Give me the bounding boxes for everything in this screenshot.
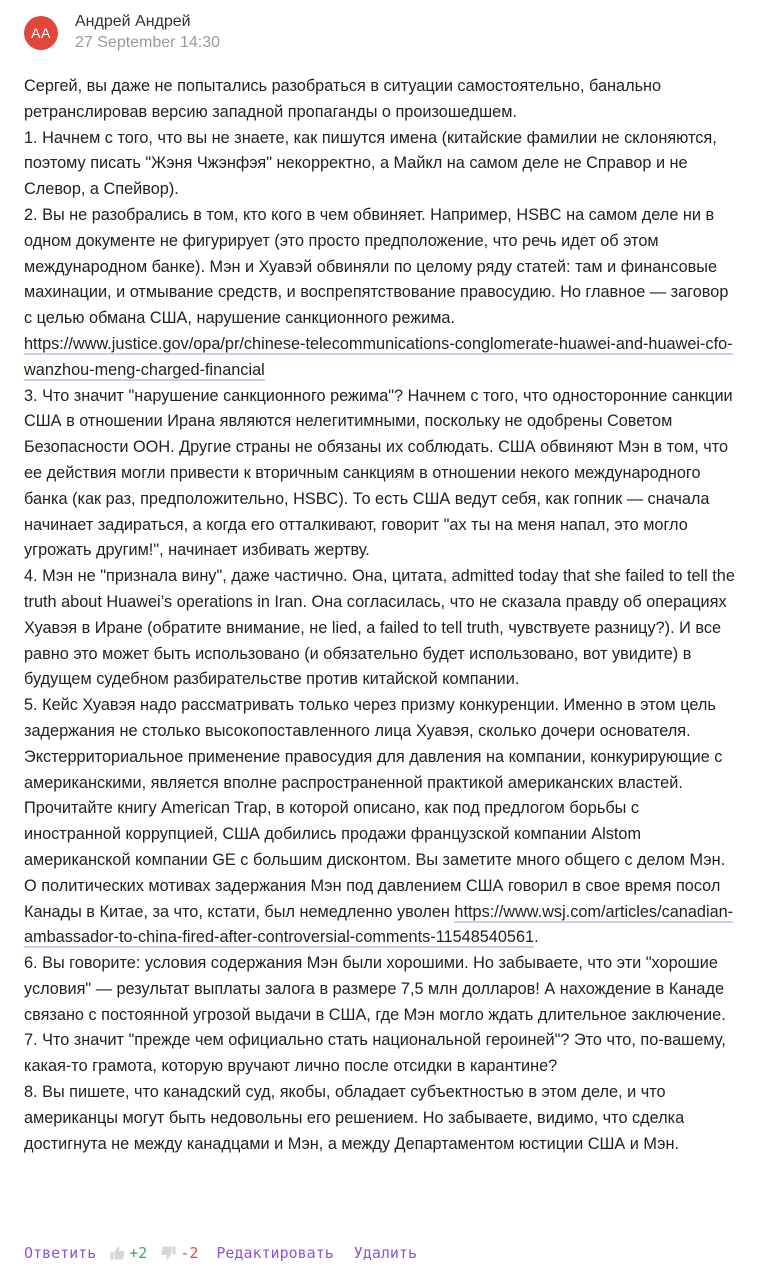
comment-paragraph: 1. Начнем с того, что вы не знаете, как пишутся имена (китайские фамилии не склоняются, поэтому писать "Жэня Чжэнфэя" некорректно, а Майкл на самом деле не Справор и не Слевор, а Спейвор). bbox=[24, 128, 717, 199]
comment-paragraph: 3. Что значит "нарушение санкционного режима"? Начнем с того, что односторонние санкции США в отношении Ирана являются нелегитимными, поскольку не одобрены Советом Безопасности ООН. Другие страны не обязаны их соблюдать. США обвиняют Мэн в том, что ее действия могли привести к вторичным санкциям в отношении некого международного банка (как раз, предположительно, HSBC). То есть США ведут себя, как гопник — сначала начинает задираться, а когда его отталкивают, говорит "ах ты на меня напал, это могло угрожать другим!", начинает избивать жертву. bbox=[24, 386, 733, 560]
avatar[interactable]: AA bbox=[24, 16, 58, 50]
downvote-count: -2 bbox=[180, 1244, 199, 1262]
downvote-button[interactable] bbox=[161, 1244, 198, 1262]
paragraph-text: 5. Кейс Хуавэя надо рассматривать только через призму конкуренции. Именно в этом цель задержания не столько высокопоставленного лица Хуавэя, сколько дочери основателя. Экстерриториальное применение правосудия для давления на компании, конкурирующие с американскими, является вполне распространенной практикой американских властей. Прочитайте книгу American Trap, в которой описано, как под предлогом борьбы с иностранной коррупцией, США добились продажи французской компании Alstom американской компании GE с большим дисконтом. Вы заметите много общего с делом Мэн. О политических мотивах задержания Мэн под давлением США говорил в свое время посол Канады в Китае, за что, кстати, был немедленно уволен bbox=[24, 696, 726, 921]
comment-actions bbox=[24, 1244, 417, 1262]
delete-button[interactable]: Удалить bbox=[353, 1244, 417, 1262]
wsj-link[interactable]: https://www.wsj.com/articles/canadian-ambassador-to-china-fired-after-controversial-comments-11548540561 bbox=[24, 902, 734, 947]
justice-gov-link[interactable]: https://www.justice.gov/opa/pr/chinese-telecommunications-conglomerate-huawei-and-huawei-cfo-wanzhou-meng-charged-financial bbox=[24, 334, 733, 379]
comment-paragraph: 2. Вы не разобрались в том, кто кого в чем обвиняет. Например, HSBC на самом деле ни в одном документе не фигурирует (это просто предположение, что речь идет об этом международном банке). Мэн и Хуавэй обвиняли по целому ряду статей: там и финансовые махинации, и отмывание средств, и воспрепятствование правосудию. Но главное — заговор с целью обмана США, нарушение санкционного режима. bbox=[24, 205, 729, 328]
comment-paragraph bbox=[24, 693, 739, 951]
comment-header bbox=[24, 0, 757, 54]
comment-date: 27 September 14:30 bbox=[75, 34, 220, 51]
comment-paragraph: 8. Вы пишете, что канадский суд, якобы, обладает субъектностью в этом деле, и что американцы могут быть недовольны его решением. Но забываете, видимо, что сделка достигнута не между канадцами и Мэн, а между Департаментом юстиции США и Мэн. bbox=[24, 1083, 685, 1153]
comment-meta bbox=[75, 12, 220, 54]
link-suffix: . bbox=[534, 928, 539, 947]
comment-body bbox=[24, 74, 739, 1157]
comment-paragraph: Сергей, вы даже не попытались разобраться в ситуации самостоятельно, банально ретранслировав версию западной пропаганды о произошедшем. bbox=[24, 77, 662, 121]
comment-paragraph: 7. Что значит "прежде чем официально стать национальной героиней"? Это что, по-вашему, какая-то грамота, которую вручают лично после отсидки в карантине? bbox=[24, 1031, 726, 1076]
comment-paragraph bbox=[24, 332, 739, 384]
upvote-count: +2 bbox=[129, 1244, 148, 1262]
comment-paragraph: 4. Мэн не "признала вину", даже частично. Она, цитата, admitted today that she failed to tell the truth about Huawei’s operations in Iran. Она согласилась, что не сказала правду об операциях Хуавэя в Иране (обратите внимание, не lied, а failed to tell truth, чувствуете разницу?). И все равно это может быть использовано (и обязательно будет использовано, вот увидите) в будущем судебном разбирательстве против китайской компании. bbox=[24, 567, 735, 689]
upvote-button[interactable] bbox=[110, 1244, 147, 1262]
thumbs-up-icon[interactable] bbox=[110, 1246, 125, 1260]
comment-paragraph: 6. Вы говорите: условия содержания Мэн были хорошими. Но забываете, что эти "хорошие условия" — результат выплаты залога в размере 7,5 млн долларов! А нахождение в Канаде связано с постоянной угрозой выдачи в США, где Мэн могло ждать длительное заключение. bbox=[24, 954, 726, 1024]
edit-button[interactable]: Редактировать bbox=[216, 1244, 334, 1262]
thumbs-down-icon[interactable] bbox=[161, 1246, 176, 1260]
reply-button[interactable]: Ответить bbox=[24, 1244, 97, 1262]
author-name[interactable]: Андрей Андрей bbox=[75, 13, 191, 30]
